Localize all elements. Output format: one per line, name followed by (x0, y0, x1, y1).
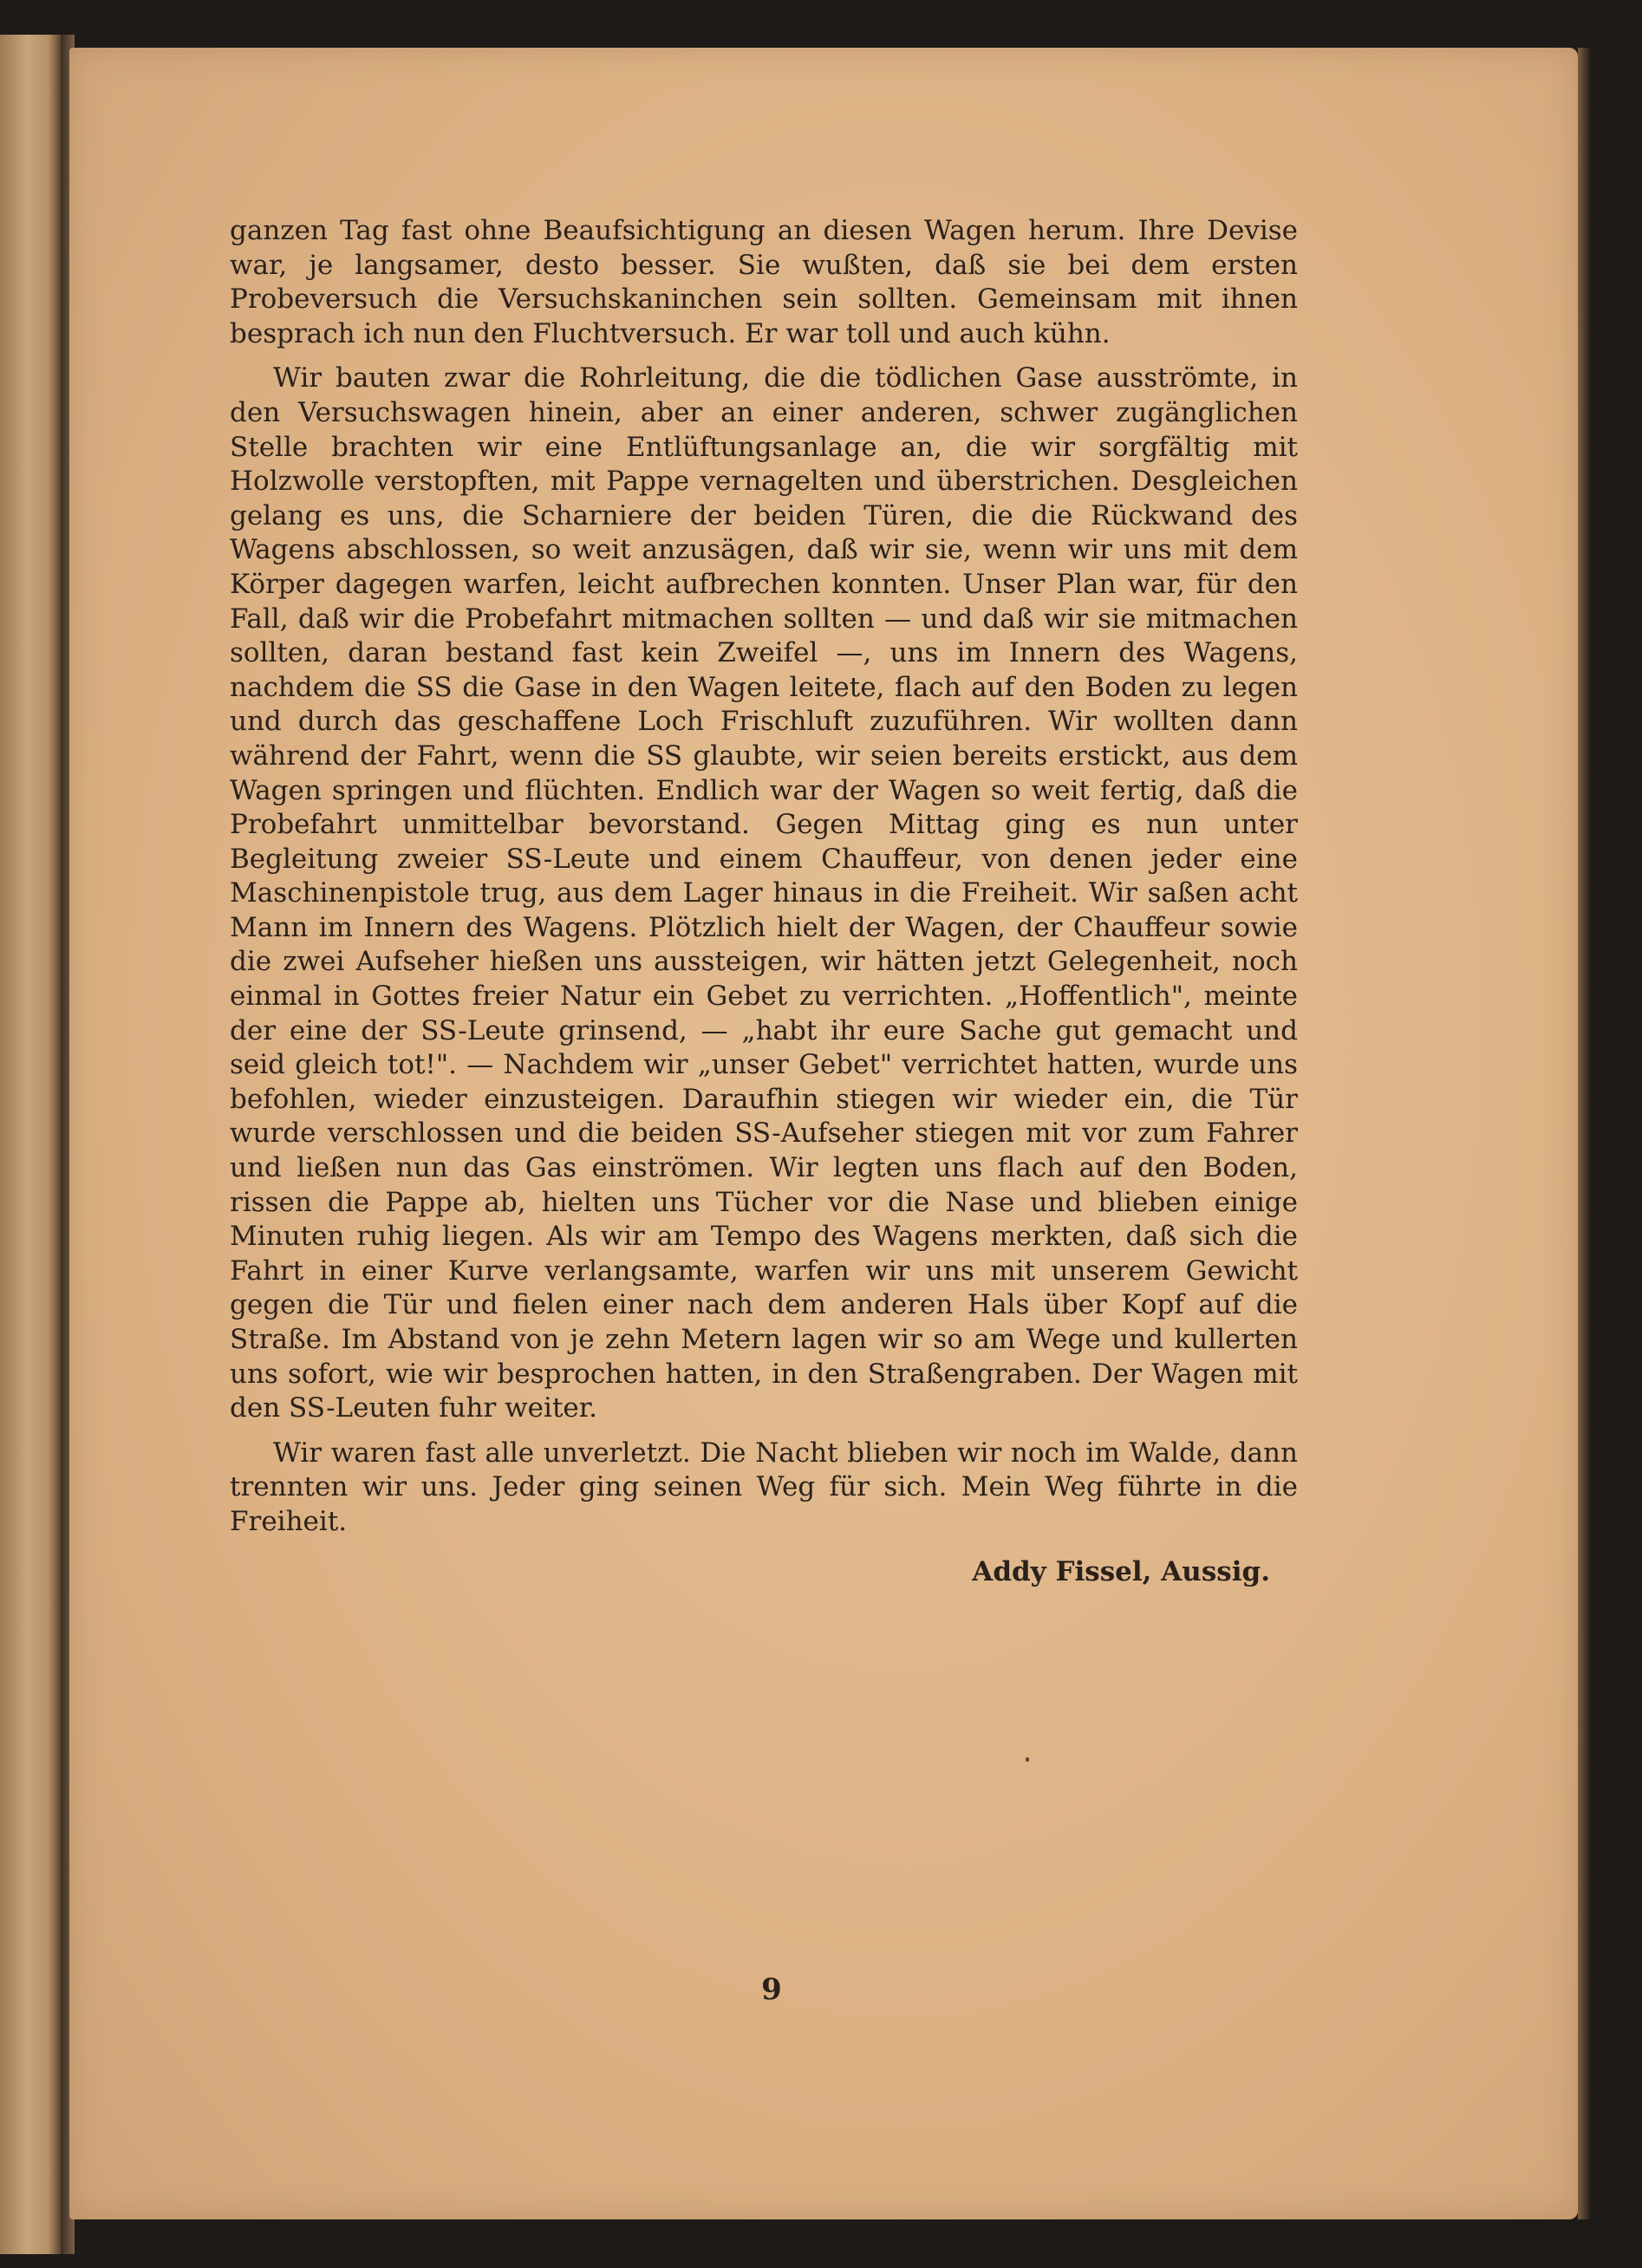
page-number: 9 (761, 1972, 782, 2007)
facing-page-edge (0, 35, 61, 2254)
paragraph-continuation: ganzen Tag fast ohne Beaufsichtigung an diesen Wagen herum. Ihre Devise war, je langsamer, desto besser. Sie wußten, daß sie bei dem ersten Probeversuch die Versuchskaninchen sein sollten. Gemeinsam mit ihnen besprach ich nun den Fluchtversuch. Er war toll und auch kühn. (230, 215, 1298, 349)
paragraph-escape-plan: Wir bauten zwar die Rohrleitung, die die tödlichen Gase ausströmte, in den Versuchswagen hinein, aber an einer anderen, schwer zugänglichen Stelle brachten wir eine Entlüftungsanlage an, die wir sorgfältig mit Holzwolle verstopften, mit Pappe vernagelten und überstrichen. Desgleichen gelang es uns, die Scharniere der beiden Türen, die die Rückwand des Wagens abschlossen, so weit anzusägen, daß wir sie, wenn wir uns mit dem Körper dagegen warfen, leicht aufbrechen konnten. Unser Plan war, für den Fall, daß wir die Probefahrt mitmachen sollten — und daß wir sie mitmachen sollten, daran bestand fast kein Zweifel —, uns im Innern des Wagens, nachdem die SS die Gase in den Wagen leitete, flach auf den Boden zu legen und durch das geschaffene Loch Frischluft zuzuführen. Wir wollten dann während der Fahrt, wenn die SS glaubte, wir seien bereits erstickt, aus dem Wagen springen und flüchten. Endlich war der Wagen so weit fertig, daß die Probefahrt unmittelbar bevorstand. Gegen Mittag ging es nun unter Begleitung zweier SS-Leute und einem Chauffeur, von denen jeder eine Maschinenpistole trug, aus dem Lager hinaus in die Freiheit. Wir saßen acht Mann im Innern des Wagens. Plötzlich hielt der Wagen, der Chauffeur sowie die zwei Aufseher hießen uns aussteigen, wir hätten jetzt Gelegenheit, noch einmal in Gottes freier Natur ein Gebet zu verrichten. „Hoffentlich", meinte der eine der SS-Leute grinsend, — „habt ihr eure Sache gut gemacht und seid gleich tot!". — Nachdem wir „unser Gebet" verrichtet hatten, wurde uns befohlen, wieder einzusteigen. Daraufhin stiegen wir wieder ein, die Tür wurde verschlossen und die beiden SS-Aufseher stiegen mit vor zum Fahrer und ließen nun das Gas einströmen. Wir legten uns flach auf den Boden, rissen die Pappe ab, hielten uns Tücher vor die Nase und blieben einige Minuten ruhig liegen. Als wir am Tempo des Wagens merkten, daß sich die Fahrt in einer Kurve verlangsamte, warfen wir uns mit unserem Gewicht gegen die Tür und fielen einer nach dem anderen Hals über Kopf auf die Straße. Im Abstand von je zehn Metern lagen wir so am Wege und kullerten uns sofort, wie wir besprochen hatten, in den Straßengraben. Der Wagen mit den SS-Leuten fuhr weiter. (230, 362, 1298, 1424)
author-signature: Addy Fissel, Aussig. (972, 1556, 1270, 1587)
body-text (230, 214, 1298, 1540)
page-edge-shadow (1578, 48, 1590, 2219)
paper-speck (1026, 1757, 1029, 1762)
paragraph-conclusion: Wir waren fast alle unverletzt. Die Nacht blieben wir noch im Walde, dann trennten wir uns. Jeder ging seinen Weg für sich. Mein Weg führte in die Freiheit. (230, 1437, 1298, 1537)
